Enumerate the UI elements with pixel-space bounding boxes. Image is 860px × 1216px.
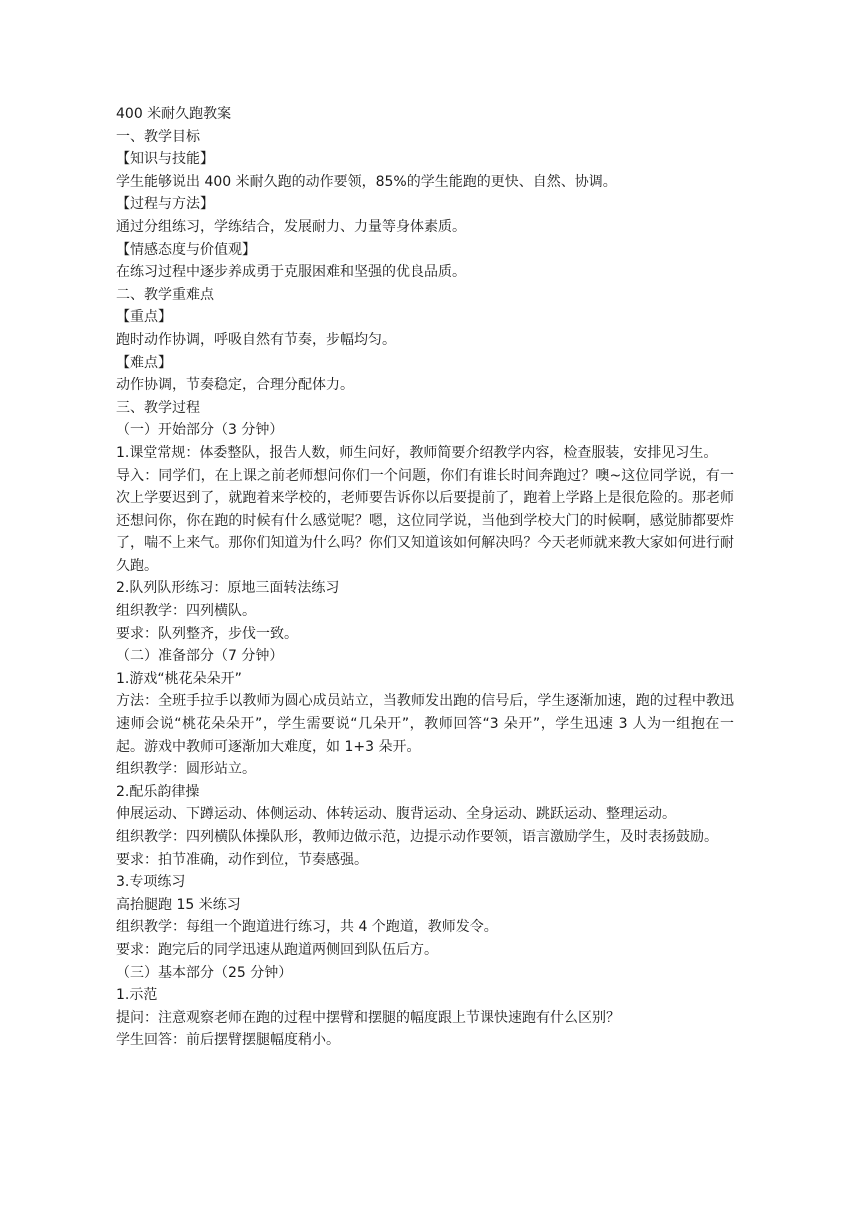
document-page <box>116 103 734 1052</box>
text-difficulty: 动作协调，节奏稳定，合理分配体力。 <box>116 377 354 394</box>
text-formation-requirement: 要求：队列整齐，步伐一致。 <box>116 625 298 642</box>
text-exercise-requirement: 要求：拍节准确，动作到位，节奏感强。 <box>116 851 368 868</box>
text-student-answer: 学生回答：前后摆臂摆腿幅度稍小。 <box>116 1032 340 1049</box>
text-process: 通过分组练习，学练结合，发展耐力、力量等身体素质。 <box>116 218 466 235</box>
part-heading-opening: （一）开始部分（3 分钟） <box>116 422 284 439</box>
text-key: 跑时动作协调，呼吸自然有节奏，步幅均匀。 <box>116 331 396 348</box>
subheading-emotion: 【情感态度与价值观】 <box>116 241 256 258</box>
part-heading-warmup: （二）准备部分（7 分钟） <box>116 648 284 665</box>
item-game: 1.游戏“桃花朵朵开” <box>116 670 242 687</box>
text-practice-requirement: 要求：跑完后的同学迅速从跑道两侧回到队伍后方。 <box>116 941 438 958</box>
section-heading-key-points: 二、教学重难点 <box>116 286 214 303</box>
paragraph-exercise-organization: 组织教学：四列横队体操队形，教师边做示范，边提示动作要领，语言激励学生，及时表扬鼓励。 <box>116 829 718 845</box>
section-heading-procedure: 三、教学过程 <box>116 399 200 416</box>
paragraph-class-routine: 1.课堂常规：体委整队，报告人数，师生问好，教师简要介绍教学内容，检查服装，安排见习生。 <box>116 444 718 461</box>
document-title: 400 米耐久跑教案 <box>116 106 232 122</box>
text-knowledge: 学生能够说出 400 米耐久跑的动作要领，85%的学生能跑的更快、自然、协调。 <box>116 173 617 190</box>
subheading-difficulty: 【难点】 <box>116 354 172 371</box>
text-practice-organization: 组织教学：每组一个跑道进行练习，共 4 个跑道，教师发令。 <box>116 919 498 936</box>
item-rhythmic-exercise: 2.配乐韵律操 <box>116 783 200 800</box>
text-game-organization: 组织教学：圆形站立。 <box>116 761 256 778</box>
paragraph-introduction: 导入：同学们，在上课之前老师想问你们一个问题，你们有谁长时间奔跑过？噢~这位同学说，有一次上学要迟到了，就跑着来学校的，老师要告诉你以后要提前了，跑着上学路上是很危险的。那老师还想问你，你在跑的时候有什么感觉呢？嗯，这位同学说，当他到学校大门的时候啊，感觉肺都要炸了，喘不上来气。那你们知道为什么吗？你们又知道该如何解决吗？今天老师就来教大家如何进行耐久跑。 <box>116 467 734 574</box>
subheading-key: 【重点】 <box>116 309 172 326</box>
subheading-process: 【过程与方法】 <box>116 196 214 213</box>
item-demonstration: 1.示范 <box>116 987 158 1004</box>
subheading-knowledge: 【知识与技能】 <box>116 151 214 168</box>
part-heading-main: （三）基本部分（25 分钟） <box>116 964 293 981</box>
text-emotion: 在练习过程中逐步养成勇于克服困难和坚强的优良品质。 <box>116 264 466 281</box>
item-formation-drill: 2.队列队形练习：原地三面转法练习 <box>116 580 340 597</box>
text-formation-organization: 组织教学：四列横队。 <box>116 603 256 620</box>
section-heading-objectives: 一、教学目标 <box>116 128 200 145</box>
text-high-knee-drill: 高抬腿跑 15 米练习 <box>116 896 241 913</box>
item-special-practice: 3.专项练习 <box>116 874 186 891</box>
text-question: 提问：注意观察老师在跑的过程中摆臂和摆腿的幅度跟上节课快速跑有什么区别？ <box>116 1009 620 1026</box>
text-exercise-list: 伸展运动、下蹲运动、体侧运动、体转运动、腹背运动、全身运动、跳跃运动、整理运动。 <box>116 806 676 823</box>
paragraph-game-method: 方法：全班手拉手以教师为圆心成员站立，当教师发出跑的信号后，学生逐渐加速，跑的过程中教迅速师会说“桃花朵朵开”，学生需要说“几朵开”，教师回答“3 朵开”，学生迅速 3 人为一组抱在一起。游戏中教师可逐渐加大难度，如 1+3 朵开。 <box>116 693 734 755</box>
